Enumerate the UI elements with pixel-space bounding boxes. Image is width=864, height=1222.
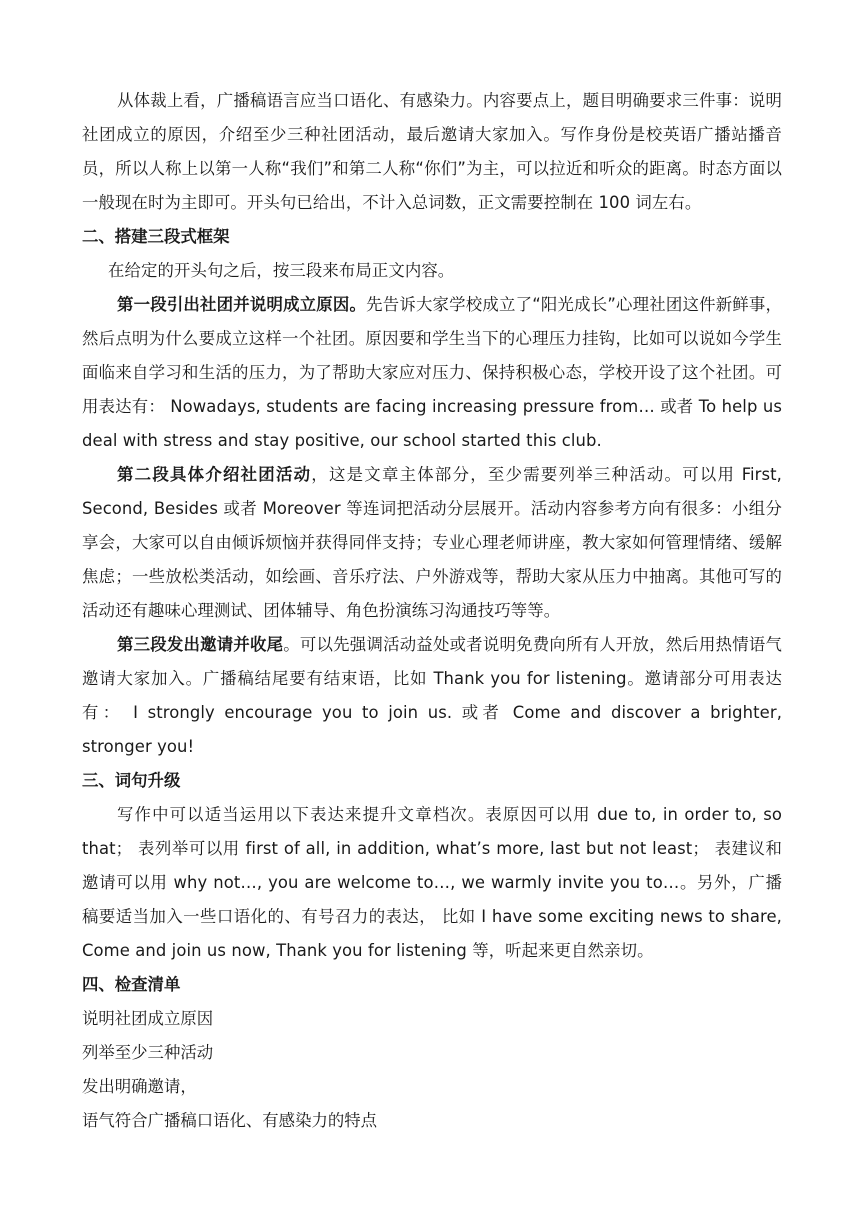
section4-heading: 四、检查清单 [82,975,181,994]
section2-intro: 在给定的开头句之后，按三段来布局正文内容。 [108,261,455,280]
framework-paragraph-1 [82,288,782,458]
checklist-item: 说明社团成立原因 [82,1009,214,1028]
paragraph-2-text: ，这是文章主体部分，至少需要列举三种活动。可以用 First, Second, Besides 或者 Moreover 等连词把活动分层展开。活动内容参考方向有很多：小组分享会，大家可以自由倾诉烦恼并获得同伴支持；专业心理老师讲座，教大家如何管理情绪、缓解焦虑；一些放松类活动，如绘画、音乐疗法、户外游戏等，帮助大家从压力中抽离。其他可写的活动还有趣味心理测试、团体辅导、角色扮演练习沟通技巧等等。 [82,465,782,620]
paragraph-1-text: 先告诉大家学校成立了“阳光成长”心理社团这件新鲜事，然后点明为什么要成立这样一个社团。原因要和学生当下的心理压力挂钩，比如可以说如今学生面临来自学习和生活的压力，为了帮助大家应对压力、保持积极心态，学校开设了这个社团。可用表达有： Nowadays, students are facing increasing pressure from… 或者 To help us deal with stress and stay positive, our school started this club. [82,295,783,450]
checklist-item: 发出明确邀请， [82,1077,197,1096]
document-page [82,84,782,1138]
framework-paragraph-3 [82,628,782,764]
intro-paragraph: 从体裁上看，广播稿语言应当口语化、有感染力。内容要点上，题目明确要求三件事：说明社团成立的原因，介绍至少三种社团活动，最后邀请大家加入。写作身份是校英语广播站播音员，所以人称上以第一人称“我们”和第二人称“你们”为主，可以拉近和听众的距离。时态方面以一般现在时为主即可。开头句已给出，不计入总词数，正文需要控制在 100 词左右。 [82,91,782,212]
paragraph-1-lead: 第一段引出社团并说明成立原因。 [117,295,367,314]
section2-heading: 二、搭建三段式框架 [82,227,230,246]
paragraph-2-lead: 第二段具体介绍社团活动 [117,465,312,484]
paragraph-3-text: 。可以先强调活动益处或者说明免费向所有人开放，然后用热情语气邀请大家加入。广播稿结尾要有结束语，比如 Thank you for listening。邀请部分可用表达有： I strongly encourage you to join us. 或者 Come and discover a brighter, stronger you! [82,635,783,756]
section3-heading: 三、词句升级 [82,771,181,790]
framework-paragraph-2 [82,458,782,628]
section3-paragraph: 写作中可以适当运用以下表达来提升文章档次。表原因可以用 due to, in order to, so that； 表列举可以用 first of all, in addition, what’s more, last but not least； 表建议和邀请可以用 why not…, you are welcome to…, we warmly invite you to…。另外，广播稿要适当加入一些口语化的、有号召力的表达， 比如 I have some exciting news to share, Come and join us now, Thank you for listening 等，听起来更自然亲切。 [82,805,782,960]
checklist-item: 列举至少三种活动 [82,1043,214,1062]
paragraph-3-lead: 第三段发出邀请并收尾 [117,635,284,654]
checklist [82,1002,782,1138]
checklist-item: 语气符合广播稿口语化、有感染力的特点 [82,1111,378,1130]
